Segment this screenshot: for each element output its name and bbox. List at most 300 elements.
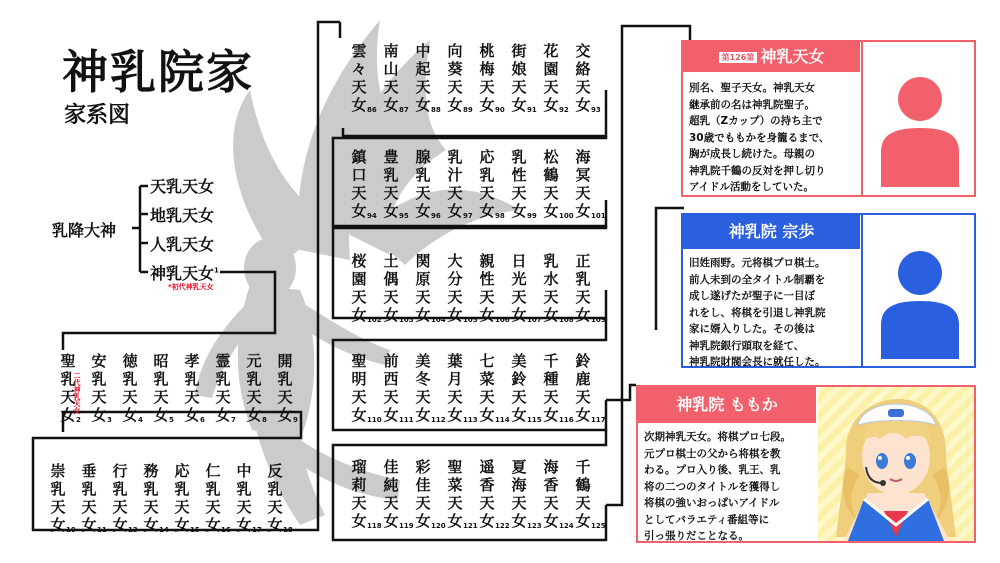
name-character: 桃: [479, 42, 495, 60]
name-character: 天: [479, 494, 495, 512]
name-character: 行: [112, 462, 128, 480]
generation-number: 114: [495, 416, 510, 424]
name-character: 天: [383, 288, 399, 306]
name-character: 天: [479, 388, 495, 406]
name-character: 女: [479, 306, 495, 324]
name-character: 天: [415, 184, 431, 202]
name-character: 天: [447, 494, 463, 512]
name-character: 女: [543, 406, 559, 424]
name-character: 天: [383, 78, 399, 96]
description-line: 別名、聖子天女。神乳天女: [689, 82, 815, 94]
generation-member: [85, 352, 113, 424]
name-character: 女: [575, 306, 591, 324]
name-character: 天: [447, 78, 463, 96]
name-character: 日: [511, 252, 527, 270]
name-character: 天: [447, 184, 463, 202]
name-character: 垂: [81, 462, 97, 480]
description-line: 成し遂げたが聖子に一目ぼ: [689, 290, 815, 302]
generation-member: [569, 42, 601, 114]
generation-member: [441, 458, 478, 530]
generation-number: 7: [231, 416, 236, 424]
generation-member: [137, 462, 169, 534]
generation-member: [409, 252, 446, 324]
name-character: 女: [447, 202, 463, 220]
name-character: 鶴: [543, 166, 559, 184]
name-character: 女: [415, 406, 431, 424]
name-character: 天: [447, 388, 463, 406]
generation-number: 109: [591, 316, 606, 324]
name-character: 性: [479, 270, 495, 288]
generation-member: [106, 462, 138, 534]
name-character: 女: [543, 96, 559, 114]
name-character: 乳: [215, 370, 231, 388]
name-character: 女: [184, 406, 200, 424]
generation-number: 94: [367, 212, 377, 220]
name-character: 女: [143, 516, 159, 534]
name-character: 天: [383, 494, 399, 512]
name-character: 霊: [215, 352, 231, 370]
name-character: 女: [122, 406, 138, 424]
generation-number: 120: [431, 522, 446, 530]
name-character: 鹿: [575, 370, 591, 388]
generation-member: [537, 42, 569, 114]
name-character: 千: [543, 352, 559, 370]
generation-member: [345, 252, 382, 324]
name-character: 女: [351, 406, 367, 424]
generation-number: 118: [367, 522, 382, 530]
generation-number: 92: [559, 106, 569, 114]
name-character: 天: [383, 388, 399, 406]
generation-member: [441, 252, 478, 324]
name-character: 天: [415, 78, 431, 96]
description-line: 家に婿入りした。その後は: [689, 323, 815, 335]
name-character: 女: [575, 406, 591, 424]
generation-member: [569, 252, 606, 324]
generation-member: [230, 462, 262, 534]
name-character: 女: [236, 516, 252, 534]
name-character: 崇: [50, 462, 66, 480]
name-character: 菜: [479, 370, 495, 388]
name-character: 夏: [511, 458, 527, 476]
name-character: 菜: [447, 476, 463, 494]
generation-number: 11: [97, 526, 107, 534]
generation-number: 91: [527, 106, 537, 114]
name-character: 乳: [205, 480, 221, 498]
generation-member: [116, 352, 144, 424]
generation-member: [409, 148, 441, 220]
description-line: としてバラエティ番組等に: [644, 513, 770, 526]
description-line: 神乳院千鶴の反対を押し切り: [689, 164, 826, 177]
generation-member: [199, 462, 231, 534]
generation-badge: 第126第: [719, 52, 758, 63]
description-line: わる。プロ入り後、乳王、乳: [644, 464, 781, 476]
profile-card-momoka: [636, 385, 976, 543]
name-character: 葵: [447, 60, 463, 78]
name-character: 西: [383, 370, 399, 388]
generation-number: 15: [190, 526, 200, 534]
generation-member: [54, 352, 82, 424]
generation-number: 93: [591, 106, 601, 114]
description-line: 超乳（Zカップ）の持ち主で: [689, 115, 823, 127]
generation-number: 10: [66, 526, 76, 534]
generation-number: 98: [495, 212, 505, 220]
name-character: 海: [543, 458, 559, 476]
name-character: 女: [511, 306, 527, 324]
name-character: 腺: [415, 148, 431, 166]
name-character: 女: [205, 516, 221, 534]
name-character: 女: [447, 512, 463, 530]
generation-number: 122: [495, 522, 510, 530]
name-character: 香: [479, 476, 495, 494]
name-character: 天: [511, 184, 527, 202]
name-character: 偶: [383, 270, 399, 288]
name-character: 乳: [122, 370, 138, 388]
generation-member: [473, 148, 505, 220]
name-character: 女: [415, 306, 431, 324]
name-character: 分: [447, 270, 463, 288]
name-character: 月: [447, 370, 463, 388]
name-character: 乳: [236, 480, 252, 498]
generation-member: [261, 462, 293, 534]
sister-ten: 天乳天女: [150, 177, 215, 196]
generation-member: [345, 42, 377, 114]
card-header: [683, 215, 860, 249]
generation-number: 8: [262, 416, 267, 424]
name-character: 純: [383, 476, 399, 494]
name-character: 天: [351, 494, 367, 512]
generation-number: 86: [367, 106, 377, 114]
name-character: 乳: [277, 370, 293, 388]
generation-number: 6: [200, 416, 205, 424]
name-character: 瑠: [351, 458, 367, 476]
name-character: 天: [479, 184, 495, 202]
name-character: 乳: [81, 480, 97, 498]
name-character: 開: [277, 352, 293, 370]
generation-number: 104: [431, 316, 446, 324]
generation-member: [44, 462, 76, 534]
name-character: 天: [246, 388, 262, 406]
name-character: 乳: [246, 370, 262, 388]
name-character: 前: [383, 352, 399, 370]
generation-number: 119: [399, 522, 414, 530]
name-character: 海: [575, 148, 591, 166]
name-character: 桜: [351, 252, 367, 270]
name-character: 天: [575, 494, 591, 512]
name-character: 女: [479, 202, 495, 220]
name-character: 山: [383, 60, 399, 78]
name-character: 女: [383, 512, 399, 530]
name-character: 聖: [60, 352, 76, 370]
divider: [861, 215, 863, 366]
generation-number: 103: [399, 316, 414, 324]
name-character: 天: [543, 78, 559, 96]
description-line: 次期神乳天女。将棋プロ七段。: [644, 431, 791, 443]
generation-member: [377, 252, 414, 324]
name-character: 中: [236, 462, 252, 480]
name-character: 香: [543, 476, 559, 494]
name-character: 女: [112, 516, 128, 534]
name-character: 娘: [511, 60, 527, 78]
name-character: 鈴: [511, 370, 527, 388]
second-generation-note: 二代神乳天女: [73, 372, 81, 414]
generation-number: 124: [559, 522, 574, 530]
generation-number: 102: [367, 316, 382, 324]
name-character: 女: [383, 406, 399, 424]
generation-number: 125: [591, 522, 606, 530]
generation-member: [569, 458, 606, 530]
generation-number: 107: [527, 316, 542, 324]
divider: [861, 42, 863, 195]
name-character: 女: [351, 202, 367, 220]
generation-number: 88: [431, 106, 441, 114]
name-character: 園: [351, 270, 367, 288]
generation-member: [345, 148, 377, 220]
name-character: 天: [543, 388, 559, 406]
generation-member: [537, 148, 574, 220]
name-character: 聖: [447, 458, 463, 476]
name-character: 乳: [415, 166, 431, 184]
sister-jin: 人乳天女: [150, 235, 215, 254]
generation-number: 115: [527, 416, 542, 424]
name-character: 遥: [479, 458, 495, 476]
name-character: 乳: [447, 148, 463, 166]
name-character: 天: [351, 288, 367, 306]
name-character: 莉: [351, 476, 367, 494]
generation-number: 113: [463, 416, 478, 424]
name-character: 天: [267, 498, 283, 516]
name-character: 女: [383, 306, 399, 324]
generation-number: 16: [221, 526, 231, 534]
name-character: 天: [543, 494, 559, 512]
generation-member: [569, 148, 606, 220]
name-character: 女: [447, 306, 463, 324]
name-character: 七: [479, 352, 495, 370]
name-character: 天: [415, 288, 431, 306]
name-character: 起: [415, 60, 431, 78]
sister-chi: 地乳天女: [150, 206, 215, 225]
name-character: 女: [511, 202, 527, 220]
name-character: 女: [511, 512, 527, 530]
name-character: 乳: [60, 370, 76, 388]
name-character: 天: [575, 288, 591, 306]
name-character: 天: [479, 78, 495, 96]
name-character: 中: [415, 42, 431, 60]
name-character: 孝: [184, 352, 200, 370]
generation-number: 117: [591, 416, 606, 424]
name-character: 水: [543, 270, 559, 288]
name-character: 南: [383, 42, 399, 60]
name-character: 女: [575, 512, 591, 530]
profile-card-tennyo: [681, 40, 976, 197]
name-character: 向: [447, 42, 463, 60]
name-character: 美: [511, 352, 527, 370]
name-character: 乳: [383, 166, 399, 184]
generation-number: 17: [252, 526, 262, 534]
name-character: 々: [351, 60, 367, 78]
name-character: 性: [511, 166, 527, 184]
name-character: 佳: [383, 458, 399, 476]
generation-member: [473, 42, 505, 114]
name-character: 女: [383, 96, 399, 114]
generation-member: [409, 352, 446, 424]
name-character: 務: [143, 462, 159, 480]
name-character: 女: [91, 406, 107, 424]
name-character: 親: [479, 252, 495, 270]
description-line: 胸が成長し続けた。母親の: [689, 148, 815, 160]
name-character: 女: [575, 202, 591, 220]
name-character: 鶴: [575, 476, 591, 494]
name-character: 冥: [575, 166, 591, 184]
description-line: 旧姓雨野。元将棋プロ棋士。: [689, 257, 826, 269]
generation-member: [441, 42, 473, 114]
description-line: 継承前の名は神乳院聖子。: [689, 98, 815, 111]
name-character: 女: [60, 406, 76, 424]
generation-number: 18: [283, 526, 293, 534]
name-character: 天: [50, 498, 66, 516]
description-line: れをし、将棋を引退し神乳院: [689, 306, 826, 319]
name-character: 千: [575, 458, 591, 476]
generation-member: [569, 352, 606, 424]
name-character: 佳: [415, 476, 431, 494]
name-character: 女: [479, 406, 495, 424]
name-character: 女: [351, 306, 367, 324]
name-character: 天: [81, 498, 97, 516]
name-character: 天: [122, 388, 138, 406]
generation-number: 99: [527, 212, 537, 220]
name-character: 天: [91, 388, 107, 406]
name-character: 天: [415, 388, 431, 406]
generation-number: 111: [399, 416, 414, 424]
generation-number: 4: [138, 416, 143, 424]
generation-number: 13: [128, 526, 138, 534]
name-character: 女: [543, 512, 559, 530]
generation-member: [537, 352, 574, 424]
name-character: 光: [511, 270, 527, 288]
generation-number: 100: [559, 212, 574, 220]
name-character: 天: [112, 498, 128, 516]
name-character: 天: [143, 498, 159, 516]
name-character: 天: [351, 184, 367, 202]
person-placeholder-icon: [873, 62, 967, 187]
sister-shinnyu: 神乳天女$^1$: [150, 264, 219, 283]
generation-member: [505, 42, 537, 114]
first-generation-note: *初代神乳天女: [168, 283, 214, 291]
name-character: 汁: [447, 166, 463, 184]
name-character: 原: [415, 270, 431, 288]
name-character: 乳: [479, 166, 495, 184]
name-character: 女: [215, 406, 231, 424]
name-character: 乳: [143, 480, 159, 498]
card-name: 神乳院 宗歩: [728, 222, 815, 241]
generation-member: [409, 42, 441, 114]
name-character: 乳: [511, 148, 527, 166]
name-character: 女: [50, 516, 66, 534]
name-character: 種: [543, 370, 559, 388]
name-character: 乳: [174, 480, 190, 498]
description-line: 元プロ棋士の父から将棋を教: [644, 447, 781, 460]
description-line: 30歳でももかを身籠るまで、: [689, 131, 830, 144]
name-character: 元: [246, 352, 262, 370]
portrait-area: [818, 387, 974, 541]
card-header: [638, 387, 816, 423]
generation-member: [147, 352, 175, 424]
name-character: 天: [511, 78, 527, 96]
name-character: 天: [351, 78, 367, 96]
name-character: 天: [479, 288, 495, 306]
generation-member: [345, 458, 382, 530]
card-header: [683, 42, 860, 72]
name-character: 女: [153, 406, 169, 424]
name-character: 女: [351, 512, 367, 530]
name-character: 応: [174, 462, 190, 480]
ancestor-name: 乳降大神: [52, 221, 117, 240]
generation-number: 116: [559, 416, 574, 424]
generation-number: 112: [431, 416, 446, 424]
card-name: 神乳院 ももか: [676, 395, 778, 414]
name-character: 正: [575, 252, 591, 270]
name-character: 関: [415, 252, 431, 270]
name-character: 女: [447, 406, 463, 424]
generation-member: [377, 352, 414, 424]
name-character: 天: [215, 388, 231, 406]
name-character: 女: [479, 96, 495, 114]
name-character: 天: [575, 78, 591, 96]
generation-number: 123: [527, 522, 542, 530]
name-character: 聖: [351, 352, 367, 370]
name-character: 天: [184, 388, 200, 406]
generation-member: [178, 352, 206, 424]
generation-number: 96: [431, 212, 441, 220]
generation-member: [505, 458, 542, 530]
name-character: 花: [543, 42, 559, 60]
description-line: 将棋の強いおっぱいアイドル: [644, 497, 780, 509]
generation-number: 87: [399, 106, 409, 114]
name-character: 天: [277, 388, 293, 406]
generation-number: 121: [463, 522, 478, 530]
generation-number: 108: [559, 316, 574, 324]
name-character: 乳: [153, 370, 169, 388]
name-character: 土: [383, 252, 399, 270]
name-character: 女: [415, 96, 431, 114]
generation-member: [168, 462, 200, 534]
generation-number: 89: [463, 106, 473, 114]
name-character: 天: [543, 184, 559, 202]
name-character: 天: [511, 288, 527, 306]
generation-member: [75, 462, 107, 534]
name-character: 反: [267, 462, 283, 480]
generation-member: [345, 352, 382, 424]
name-character: 乳: [184, 370, 200, 388]
card-description: [689, 255, 859, 371]
generation-member: [377, 42, 409, 114]
name-character: 口: [351, 166, 367, 184]
page-subtitle: 家系図: [64, 103, 131, 128]
description-line: 前人未到の全タイトル制覇を: [689, 273, 826, 286]
generation-member: [505, 352, 542, 424]
card-name: 神乳天女: [760, 47, 825, 66]
name-character: 天: [511, 388, 527, 406]
name-character: 女: [415, 512, 431, 530]
generation-number: 95: [399, 212, 409, 220]
name-character: 天: [447, 288, 463, 306]
name-character: 女: [277, 406, 293, 424]
name-character: 鈴: [575, 352, 591, 370]
generation-number: 2: [76, 416, 81, 424]
name-character: 天: [543, 288, 559, 306]
name-character: 美: [415, 352, 431, 370]
name-character: 女: [81, 516, 97, 534]
name-character: 女: [511, 406, 527, 424]
